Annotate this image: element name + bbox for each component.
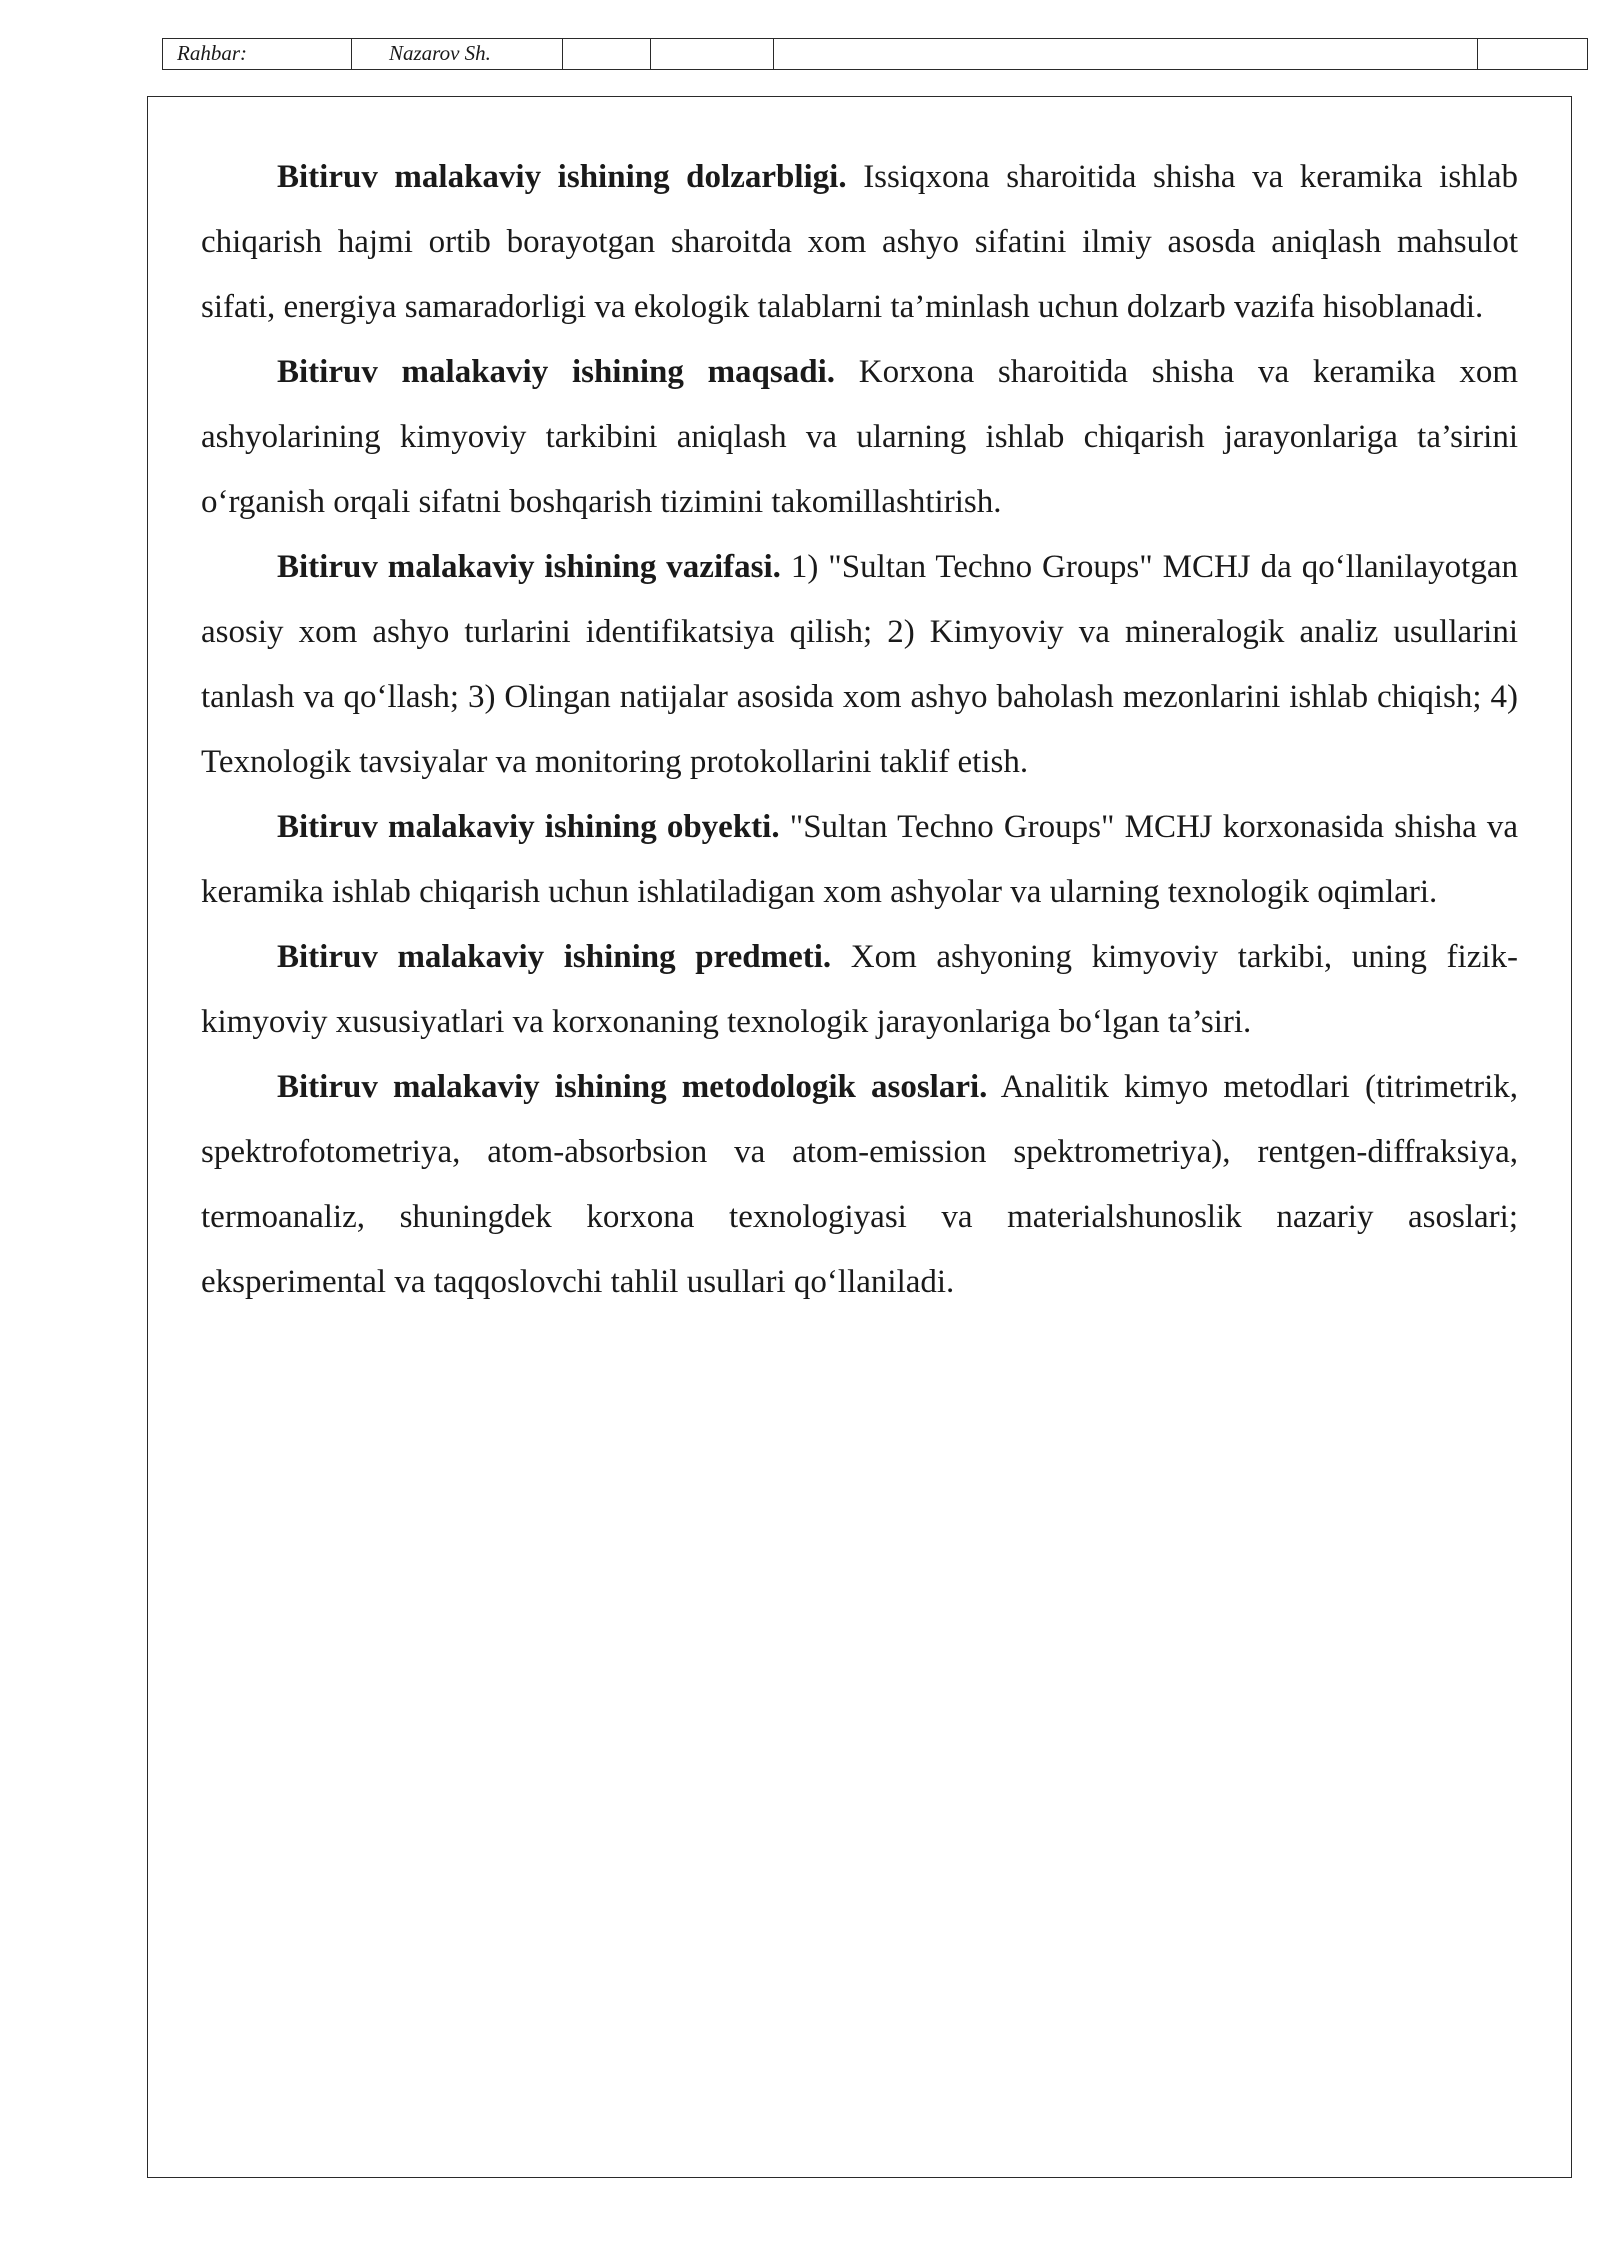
paragraph-text: "Sultan Techno Groups" MCHJ korxonasida shisha va keramika ishlab chiqarish uchun ishlatiladigan xom ashyolar va ularning texnologik oqimlari.	[201, 809, 1518, 910]
paragraph-goal	[201, 340, 1518, 535]
paragraph-heading: Bitiruv malakaviy ishining obyekti.	[277, 809, 780, 845]
paragraph-heading: Bitiruv malakaviy ishining maqsadi.	[277, 354, 836, 390]
paragraph-subject	[201, 925, 1518, 1055]
paragraph-text: Korxona sharoitida shisha va keramika xom ashyolarining kimyoviy tarkibini aniqlash va ularning ishlab chiqarish jarayonlariga ta’sirini o‘rganish orqali sifatni boshqarish tizimini takomillashtirish.	[201, 354, 1518, 520]
stamp-supervisor-name: Nazarov Sh.	[352, 39, 563, 69]
paragraph-text: Analitik kimyo metodlari (titrimetrik, spektrofotometriya, atom-absorbsion va atom-emission spektrometriya), rentgen-diffraksiya, termoanaliz, shuningdek korxona texnologiyasi va materialshunoslik nazariy asoslari; eksperimental va taqqoslovchi tahlil usullari qo‘llaniladi.	[201, 1069, 1518, 1300]
stamp-label-supervisor: Rahbar:	[163, 39, 352, 69]
stamp-cell-empty-4	[1478, 39, 1587, 69]
document-body	[201, 145, 1518, 1315]
paragraph-methodology	[201, 1055, 1518, 1315]
paragraph-relevance	[201, 145, 1518, 340]
paragraph-text: 1) "Sultan Techno Groups" MCHJ da qo‘llanilayotgan asosiy xom ashyo turlarini identifikatsiya qilish; 2) Kimyoviy va mineralogik analiz usullarini tanlash va qo‘llash; 3) Olingan natijalar asosida xom ashyo baholash mezonlarini ishlab chiqish; 4) Texnologik tavsiyalar va monitoring protokollarini taklif etish.	[201, 549, 1518, 780]
paragraph-heading: Bitiruv malakaviy ishining metodologik asoslari.	[277, 1069, 988, 1105]
paragraph-text: Xom ashyoning kimyoviy tarkibi, uning fizik-kimyoviy xususiyatlari va korxonaning texnologik jarayonlariga bo‘lgan ta’siri.	[201, 939, 1518, 1040]
paragraph-text: Issiqxona sharoitida shisha va keramika ishlab chiqarish hajmi ortib borayotgan sharoitda xom ashyo sifatini ilmiy asosda aniqlash mahsulot sifati, energiya samaradorligi va ekologik talablarni ta’minlash uchun dolzarb vazifa hisoblanadi.	[201, 159, 1518, 325]
title-block-stamp	[162, 38, 1588, 70]
stamp-cell-empty-1	[563, 39, 651, 69]
stamp-cell-empty-2	[651, 39, 774, 69]
paragraph-heading: Bitiruv malakaviy ishining vazifasi.	[277, 549, 781, 585]
paragraph-heading: Bitiruv malakaviy ishining predmeti.	[277, 939, 832, 975]
paragraph-object	[201, 795, 1518, 925]
paragraph-heading: Bitiruv malakaviy ishining dolzarbligi.	[277, 159, 847, 195]
paragraph-tasks	[201, 535, 1518, 795]
stamp-cell-empty-3	[774, 39, 1478, 69]
